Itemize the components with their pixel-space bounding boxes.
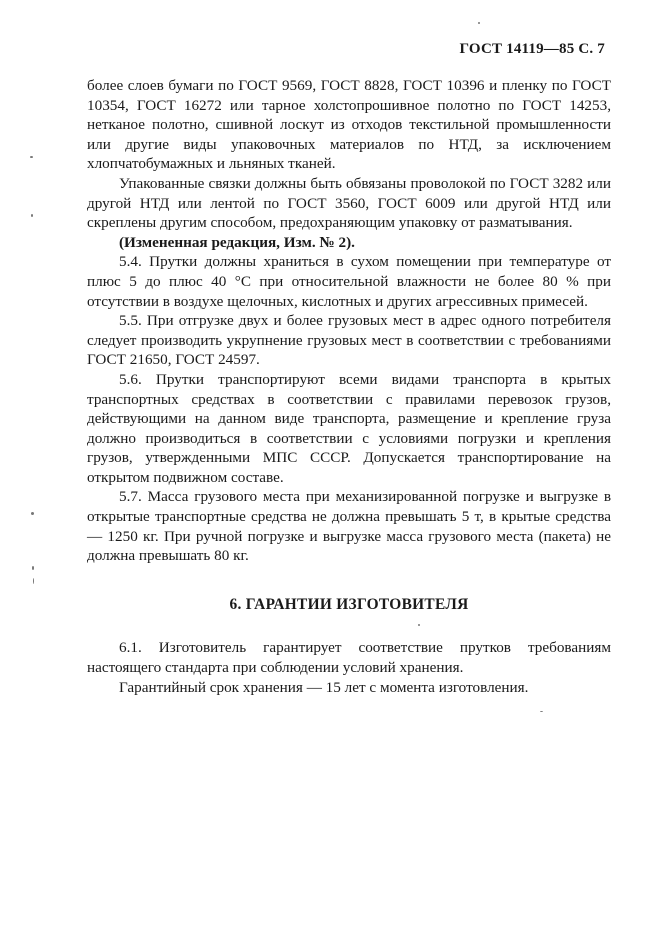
paragraph-5-7: 5.7. Масса грузового места при механизированной погрузке и выгрузке в открытые транспортные средства не должна превышать 5 т, в крытые средства — 1250 кг. При ручной погрузке и выгрузке масса грузового места (пакета) не должна превышать 80 кг. — [87, 488, 611, 565]
scan-speck — [32, 566, 34, 570]
amendment-note: (Измененная редакция, Изм. № 2). — [119, 233, 355, 251]
paragraph-binding: Упакованные связки должны быть обвязаны проволокой по ГОСТ 3282 или другой НТД или лентой по ГОСТ 3560, ГОСТ 6009 или другой НТД или скреплены другим способом, предохраняющим упаковку от разматывания. — [87, 174, 611, 232]
section-title: 6. ГАРАНТИИ ИЗГОТОВИТЕЛЯ — [229, 595, 469, 613]
scan-speck — [31, 512, 34, 515]
paragraph-5-6: 5.6. Прутки транспортируют всеми видами транспорта в крытых транспортных средствах в соответствии с правилами перевозок грузов, действующими на данном виде транспорта, размещение и крепление груза должно производиться в соответствии с условиями погрузки и крепления грузов, утвержденными МПС СССР. Допускается транспортирование на открытом подвижном составе. — [87, 370, 611, 486]
scan-speck — [418, 624, 420, 626]
running-header: ГОСТ 14119—85 С. 7 — [459, 41, 605, 57]
paragraph-5-4: 5.4. Прутки должны храниться в сухом помещении при температуре от плюс 5 до плюс 40 °С при относительной влажности не более 80 % при отсутствии в воздухе щелочных, кислотных и других агрессивных примесей. — [87, 253, 611, 310]
scan-speck — [33, 578, 34, 584]
scan-speck — [31, 214, 33, 217]
scan-speck — [478, 22, 480, 24]
paragraph-5-5: 5.5. При отгрузке двух и более грузовых мест в адрес одного потребителя следует производить укрупнение грузовых мест в соответствии с требованиями ГОСТ 21650, ГОСТ 24597. — [87, 312, 611, 369]
paragraph-packaging-continued: более слоев бумаги по ГОСТ 9569, ГОСТ 8828, ГОСТ 10396 и пленку по ГОСТ 10354, ГОСТ 16272 или тарное холстопрошивное полотно по ГОСТ 14253, нетканое полотно, сшивной лоскут из отходов текстильной промышленности или другие виды упаковочных материалов по НТД, за исключением хлопчатобумажных и льняных тканей. — [87, 77, 611, 173]
document-body — [87, 76, 611, 697]
paragraph-6-1: 6.1. Изготовитель гарантирует соответствие прутков требованиям настоящего стандарта при соблюдении условий хранения. — [87, 639, 611, 677]
scan-speck — [540, 711, 543, 712]
scan-speck — [30, 156, 33, 158]
paragraph-warranty-period: Гарантийный срок хранения — 15 лет с момента изготовления. — [119, 678, 529, 696]
